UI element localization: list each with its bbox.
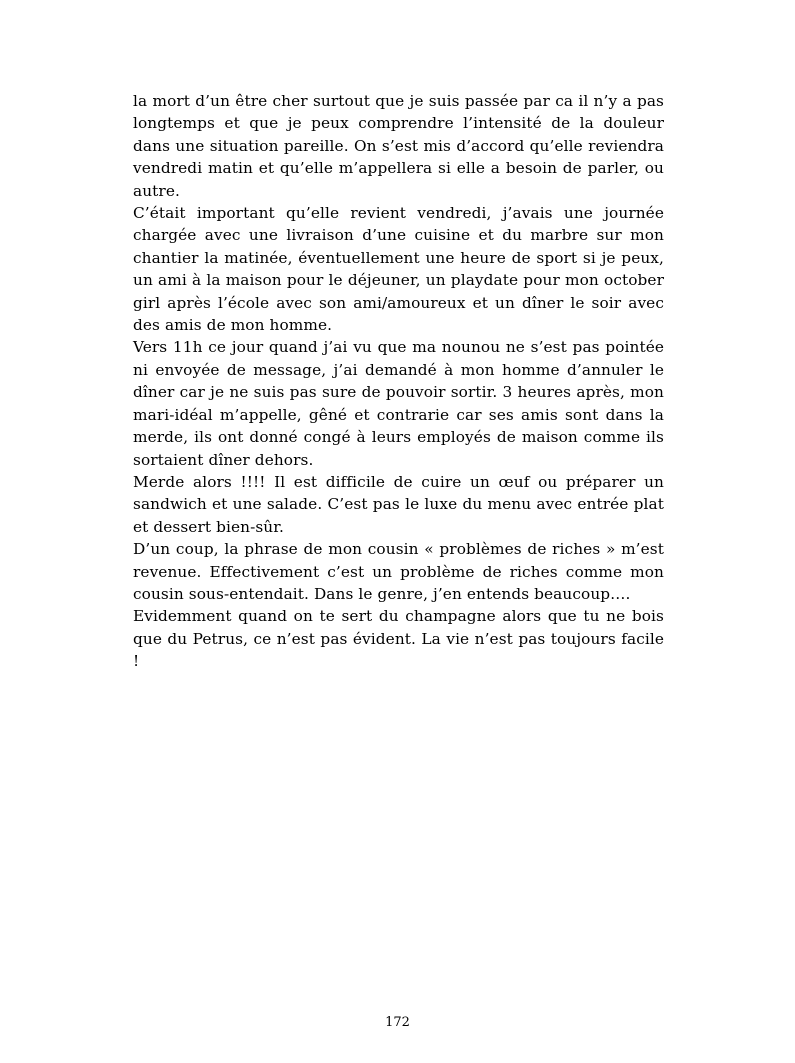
paragraph: C’était important qu’elle revient vendredi, j’avais une journée chargée avec une livraison d’une cuisine et du marbre sur mon chantier la matinée, éventuellement une heure de sport si je peux, un ami à la maison pour le déjeuner, un playdate pour mon october girl après l’école avec son ami/amoureux et un dîner le soir avec des amis de mon homme. xyxy=(133,204,664,335)
paragraph: Vers 11h ce jour quand j’ai vu que ma nounou ne s’est pas pointée ni envoyée de message, j’ai demandé à mon homme d’annuler le dîner car je ne suis pas sure de pouvoir sortir. 3 heures après, mon mari-idéal m’appelle, gêné et contrarie car ses amis sont dans la merde, ils ont donné congé à leurs employés de maison comme ils sortaient dîner dehors. xyxy=(133,338,664,469)
body-text xyxy=(133,90,664,673)
paragraph: D’un coup, la phrase de mon cousin « problèmes de riches » m’est revenue. Effectivement c’est un problème de riches comme mon cousin sous-entendait. Dans le genre, j’en entends beaucoup…. xyxy=(133,540,664,603)
paragraph: Evidemment quand on te sert du champagne alors que tu ne bois que du Petrus, ce n’est pas évident. La vie n’est pas toujours facile ! xyxy=(133,607,664,671)
paragraph: la mort d’un être cher surtout que je suis passée par ca il n’y a pas longtemps et que je peux comprendre l’intensité de la douleur dans une situation pareille. On s’est mis d’accord qu’elle reviendra vendredi matin et qu’elle m’appellera si elle a besoin de parler, ou autre. xyxy=(133,92,664,200)
paragraph: Merde alors !!!! Il est difficile de cuire un œuf ou préparer un sandwich et une salade. C’est pas le luxe du menu avec entrée plat et dessert bien-sûr. xyxy=(133,472,664,536)
page-number: 172 xyxy=(385,1015,410,1030)
